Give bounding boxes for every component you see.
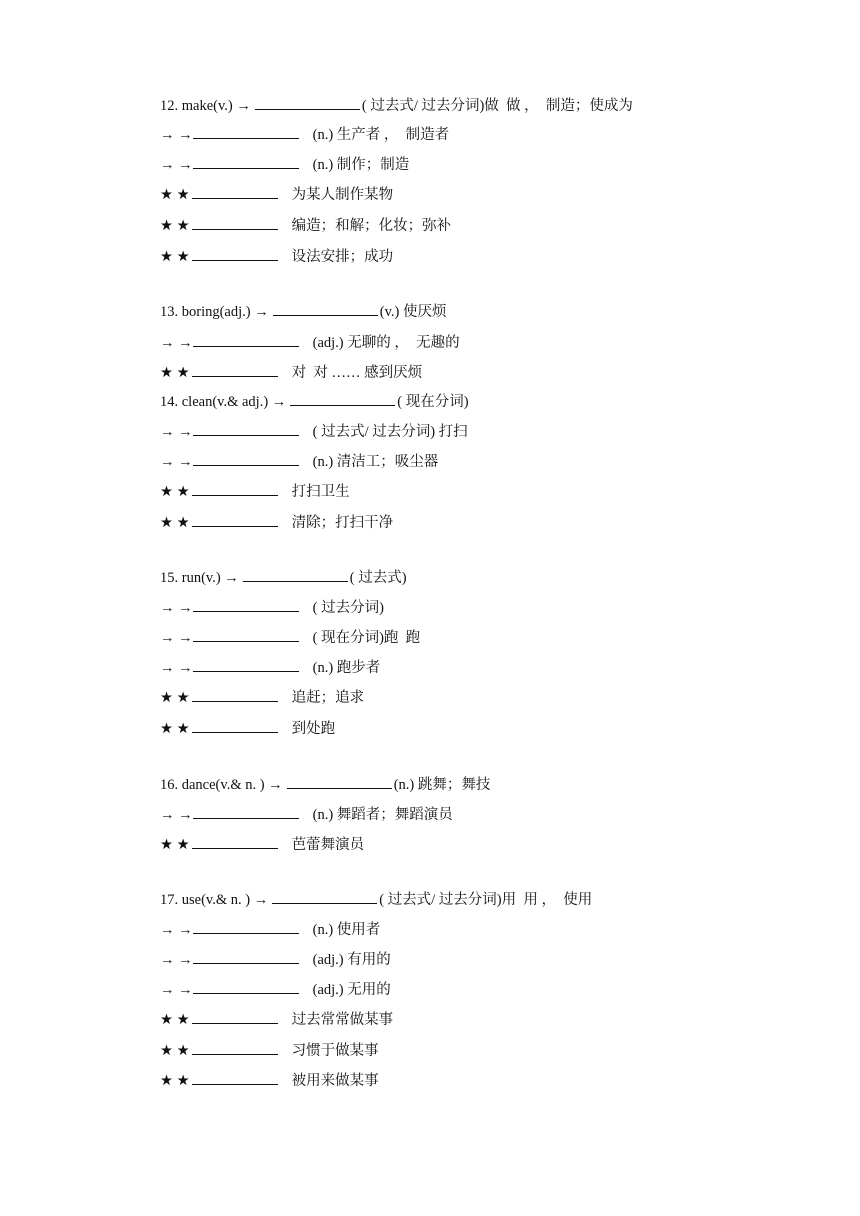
hint-text: ( 现在分词)跑 跑 xyxy=(312,630,421,646)
hint-text: (n.) 清洁工；吸尘器 xyxy=(312,454,439,470)
answer-blank[interactable] xyxy=(193,804,299,819)
answer-blank[interactable] xyxy=(287,774,392,789)
double-star-icon: ★ ★ xyxy=(160,837,190,853)
double-star-icon: ★ ★ xyxy=(160,187,190,203)
heading-word: 13. boring(adj.) → xyxy=(160,304,269,320)
answer-blank[interactable] xyxy=(192,834,278,849)
entry-heading xyxy=(160,95,633,115)
phrase-line xyxy=(160,184,393,204)
hint-text: (n.) 使用者 xyxy=(312,922,381,938)
derived-form-line xyxy=(160,979,391,999)
hint-text: (n.) 舞蹈者；舞蹈演员 xyxy=(312,807,453,823)
phrase-line xyxy=(160,362,422,382)
answer-blank[interactable] xyxy=(192,1040,278,1055)
heading-word: 14. clean(v.& adj.) → xyxy=(160,394,287,410)
answer-blank[interactable] xyxy=(192,246,278,261)
heading-hint: ( 过去式) xyxy=(349,570,407,586)
double-star-icon: ★ ★ xyxy=(160,249,190,265)
double-star-icon: ★ ★ xyxy=(160,365,190,381)
double-arrow-icon: → → xyxy=(160,454,193,470)
double-star-icon: ★ ★ xyxy=(160,1012,190,1028)
hint-text: 设法安排；成功 xyxy=(291,249,394,265)
answer-blank[interactable] xyxy=(243,567,348,582)
heading-hint: ( 过去式/ 过去分词)做 做 ， 制造；使成为 xyxy=(361,98,633,114)
derived-form-line xyxy=(160,597,384,617)
double-arrow-icon: → → xyxy=(160,600,193,616)
answer-blank[interactable] xyxy=(193,154,299,169)
hint-text: 清除；打扫干净 xyxy=(291,515,394,531)
phrase-line xyxy=(160,246,393,266)
answer-blank[interactable] xyxy=(193,332,299,347)
hint-text: 过去常常做某事 xyxy=(291,1012,394,1028)
hint-text: (n.) 制作；制造 xyxy=(312,157,410,173)
phrase-line xyxy=(160,1009,393,1029)
phrase-line xyxy=(160,687,364,707)
double-arrow-icon: → → xyxy=(160,335,193,351)
heading-word: 15. run(v.) → xyxy=(160,570,239,586)
answer-blank[interactable] xyxy=(193,451,299,466)
hint-text: 对 对 …… 感到厌烦 xyxy=(291,365,423,381)
phrase-line xyxy=(160,1070,379,1090)
answer-blank[interactable] xyxy=(193,597,299,612)
answer-blank[interactable] xyxy=(192,1009,278,1024)
phrase-line xyxy=(160,481,350,501)
answer-blank[interactable] xyxy=(192,215,278,230)
double-arrow-icon: → → xyxy=(160,660,193,676)
derived-form-line xyxy=(160,332,460,352)
answer-blank[interactable] xyxy=(193,421,299,436)
double-arrow-icon: → → xyxy=(160,424,193,440)
hint-text: 习惯于做某事 xyxy=(291,1043,379,1059)
answer-blank[interactable] xyxy=(192,1070,278,1085)
entry-heading xyxy=(160,774,490,794)
derived-form-line xyxy=(160,451,438,471)
hint-text: 为某人制作某物 xyxy=(291,187,394,203)
answer-blank[interactable] xyxy=(273,301,378,316)
answer-blank[interactable] xyxy=(290,391,395,406)
hint-text: ( 过去分词) xyxy=(312,600,384,616)
answer-blank[interactable] xyxy=(192,481,278,496)
phrase-line xyxy=(160,834,364,854)
double-arrow-icon: → → xyxy=(160,982,193,998)
double-star-icon: ★ ★ xyxy=(160,1043,190,1059)
answer-blank[interactable] xyxy=(272,889,377,904)
double-star-icon: ★ ★ xyxy=(160,484,190,500)
derived-form-line xyxy=(160,627,420,647)
phrase-line xyxy=(160,215,451,235)
answer-blank[interactable] xyxy=(192,184,278,199)
hint-text: 芭蕾舞演员 xyxy=(291,837,365,853)
derived-form-line xyxy=(160,154,409,174)
heading-hint: (v.) 使厌烦 xyxy=(379,304,447,320)
answer-blank[interactable] xyxy=(193,627,299,642)
hint-text: 追赶；追求 xyxy=(291,690,365,706)
double-arrow-icon: → → xyxy=(160,127,193,143)
answer-blank[interactable] xyxy=(192,512,278,527)
derived-form-line xyxy=(160,919,380,939)
hint-text: 打扫卫生 xyxy=(291,484,350,500)
hint-text: (adj.) 无用的 xyxy=(312,982,391,998)
entry-heading xyxy=(160,301,446,321)
heading-word: 16. dance(v.& n. ) → xyxy=(160,777,283,793)
hint-text: 被用来做某事 xyxy=(291,1073,379,1089)
heading-hint: ( 现在分词) xyxy=(397,394,469,410)
derived-form-line xyxy=(160,421,468,441)
answer-blank[interactable] xyxy=(193,919,299,934)
derived-form-line xyxy=(160,657,380,677)
answer-blank[interactable] xyxy=(193,949,299,964)
hint-text: (n.) 跑步者 xyxy=(312,660,381,676)
double-star-icon: ★ ★ xyxy=(160,721,190,737)
answer-blank[interactable] xyxy=(192,687,278,702)
entry-heading xyxy=(160,391,469,411)
hint-text: 编造；和解；化妆；弥补 xyxy=(291,218,452,234)
double-star-icon: ★ ★ xyxy=(160,1073,190,1089)
heading-hint: ( 过去式/ 过去分词)用 用 ， 使用 xyxy=(379,892,593,908)
answer-blank[interactable] xyxy=(255,95,360,110)
answer-blank[interactable] xyxy=(193,657,299,672)
answer-blank[interactable] xyxy=(192,718,278,733)
hint-text: (n.) 生产者 ， 制造者 xyxy=(312,127,450,143)
derived-form-line xyxy=(160,949,391,969)
phrase-line xyxy=(160,512,393,532)
entry-heading xyxy=(160,889,592,909)
heading-word: 17. use(v.& n. ) → xyxy=(160,892,269,908)
answer-blank[interactable] xyxy=(193,124,299,139)
double-arrow-icon: → → xyxy=(160,807,193,823)
derived-form-line xyxy=(160,124,449,144)
double-arrow-icon: → → xyxy=(160,952,193,968)
answer-blank[interactable] xyxy=(192,362,278,377)
phrase-line xyxy=(160,718,335,738)
answer-blank[interactable] xyxy=(193,979,299,994)
heading-word: 12. make(v.) → xyxy=(160,98,251,114)
double-star-icon: ★ ★ xyxy=(160,690,190,706)
entry-heading xyxy=(160,567,407,587)
double-arrow-icon: → → xyxy=(160,157,193,173)
double-arrow-icon: → → xyxy=(160,630,193,646)
heading-hint: (n.) 跳舞；舞技 xyxy=(393,777,491,793)
double-arrow-icon: → → xyxy=(160,922,193,938)
double-star-icon: ★ ★ xyxy=(160,218,190,234)
derived-form-line xyxy=(160,804,453,824)
hint-text: ( 过去式/ 过去分词) 打扫 xyxy=(312,424,468,440)
phrase-line xyxy=(160,1040,379,1060)
hint-text: 到处跑 xyxy=(291,721,336,737)
hint-text: (adj.) 有用的 xyxy=(312,952,391,968)
hint-text: (adj.) 无聊的 ， 无趣的 xyxy=(312,335,460,351)
double-star-icon: ★ ★ xyxy=(160,515,190,531)
